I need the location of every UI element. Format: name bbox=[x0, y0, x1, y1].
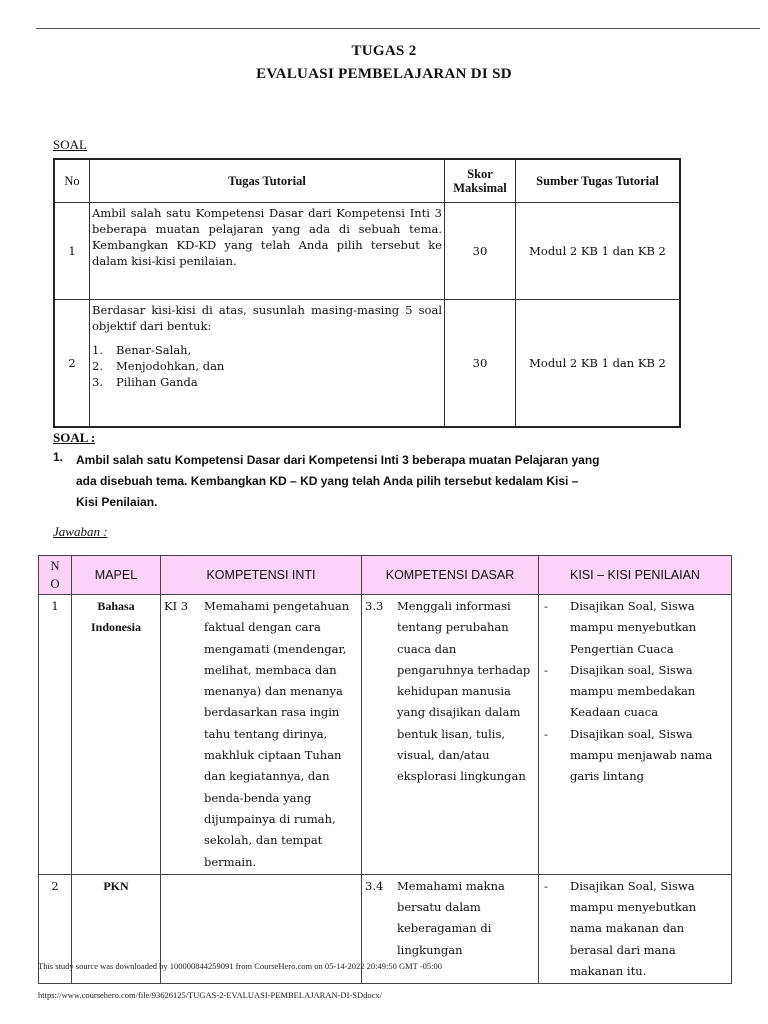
header-source: Sumber Tugas Tutorial bbox=[516, 159, 681, 203]
list-item: 1. Benar-Salah, bbox=[92, 343, 192, 357]
download-note: This study source was downloaded by 100000844259091 from CourseHero.com on 05-14-2022 20:49:50 GMT -05:00 bbox=[38, 961, 443, 971]
objective-type-list bbox=[92, 342, 442, 390]
list-item: 2. Menjodohkan, dan bbox=[92, 359, 225, 373]
kd-code: 3.3 bbox=[365, 599, 384, 613]
soal-heading: SOAL bbox=[53, 137, 87, 152]
kd-text: Memahami makna bersatu dalam keberagaman di lingkungan bbox=[397, 878, 505, 957]
list-item: - Disajikan soal, Siswa mampu menjawab nama garis lintang bbox=[544, 726, 713, 784]
question-text: Ambil salah satu Kompetensi Dasar dari Kompetensi Inti 3 beberapa muatan Pelajaran yang ada disebuah tema. Kembangkan KD – KD yang telah Anda pilih tersebut kedalam Kisi – Kisi Penilaian. bbox=[76, 453, 600, 509]
table-row bbox=[54, 300, 680, 428]
table-row bbox=[54, 203, 680, 300]
row-no: 1 bbox=[39, 595, 72, 875]
list-item: - Disajikan soal, Siswa mampu membedakan Keadaan cuaca bbox=[544, 662, 696, 720]
row-kisi bbox=[539, 874, 732, 983]
header-kisi: KISI – KISI PENILAIAN bbox=[539, 556, 732, 595]
row-no: 1 bbox=[54, 203, 90, 300]
row-skor: 30 bbox=[445, 300, 516, 428]
row-task-text: Berdasar kisi-kisi di atas, susunlah masing-masing 5 soal objektif dari bentuk: bbox=[92, 303, 442, 333]
header-ki: KOMPETENSI INTI bbox=[161, 556, 362, 595]
table-row bbox=[39, 595, 732, 875]
row-no: 2 bbox=[39, 874, 72, 983]
list-item: 3. Pilihan Ganda bbox=[92, 375, 198, 389]
answer-heading: Jawaban : bbox=[53, 524, 108, 539]
question-number: 1. bbox=[53, 450, 64, 464]
row-source: Modul 2 KB 1 dan KB 2 bbox=[516, 203, 681, 300]
row-source: Modul 2 KB 1 dan KB 2 bbox=[516, 300, 681, 428]
header-no: N O bbox=[39, 556, 72, 595]
row-mapel: PKN bbox=[72, 874, 161, 983]
question-heading: SOAL : bbox=[53, 430, 96, 445]
header-kd: KOMPETENSI DASAR bbox=[362, 556, 539, 595]
row-task bbox=[90, 300, 445, 428]
soal-table-header bbox=[54, 159, 680, 203]
answer-table-header bbox=[39, 556, 732, 595]
row-ki bbox=[161, 595, 362, 875]
top-divider bbox=[36, 28, 760, 29]
ki-code: KI 3 bbox=[164, 599, 189, 613]
header-no: No bbox=[54, 159, 90, 203]
list-item: - Disajikan Soal, Siswa mampu menyebutkan nama makanan dan berasal dari mana makanan itu. bbox=[544, 878, 697, 979]
kd-code: 3.4 bbox=[365, 878, 384, 893]
soal-table bbox=[53, 158, 681, 428]
list-item: - Disajikan Soal, Siswa mampu menyebutkan Pengertian Cuaca bbox=[544, 599, 697, 656]
answer-table bbox=[38, 555, 732, 984]
header-task: Tugas Tutorial bbox=[90, 159, 445, 203]
row-no: 2 bbox=[54, 300, 90, 428]
header-skor: Skor Maksimal bbox=[445, 159, 516, 203]
row-kd bbox=[362, 595, 539, 875]
kd-text: Menggali informasi tentang perubahan cuaca dan pengaruhnya terhadap kehidupan manusia yang disajikan dalam bentuk lisan, tulis, visual, dan/atau eksplorasi lingkungan bbox=[397, 599, 531, 784]
document-subtitle: EVALUASI PEMBELAJARAN DI SD bbox=[256, 66, 512, 82]
row-task: Ambil salah satu Kompetensi Dasar dari Kompetensi Inti 3 beberapa muatan pelajaran yang ada di sebuah tema. Kembangkan KD-KD yang telah Anda pilih tersebut ke dalam kisi-kisi penilaian. bbox=[90, 203, 445, 300]
ki-text: Memahami pengetahuan faktual dengan cara mengamati (mendengar, melihat, membaca dan menanya) dan menanya berdasarkan rasa ingin tahu tentang dirinya, makhluk ciptaan Tuhan dan kegiatannya, dan benda-benda yang dijumpainya di rumah, sekolah, dan tempat bermain. bbox=[204, 599, 350, 869]
document-title: TUGAS 2 bbox=[351, 43, 417, 59]
row-mapel: Bahasa Indonesia bbox=[72, 595, 161, 875]
row-skor: 30 bbox=[445, 203, 516, 300]
row-kisi bbox=[539, 595, 732, 875]
source-url: https://www.coursehero.com/file/93626125/TUGAS-2-EVALUASI-PEMBELAJARAN-DI-SDdocx/ bbox=[38, 990, 382, 1000]
header-mapel: MAPEL bbox=[72, 556, 161, 595]
